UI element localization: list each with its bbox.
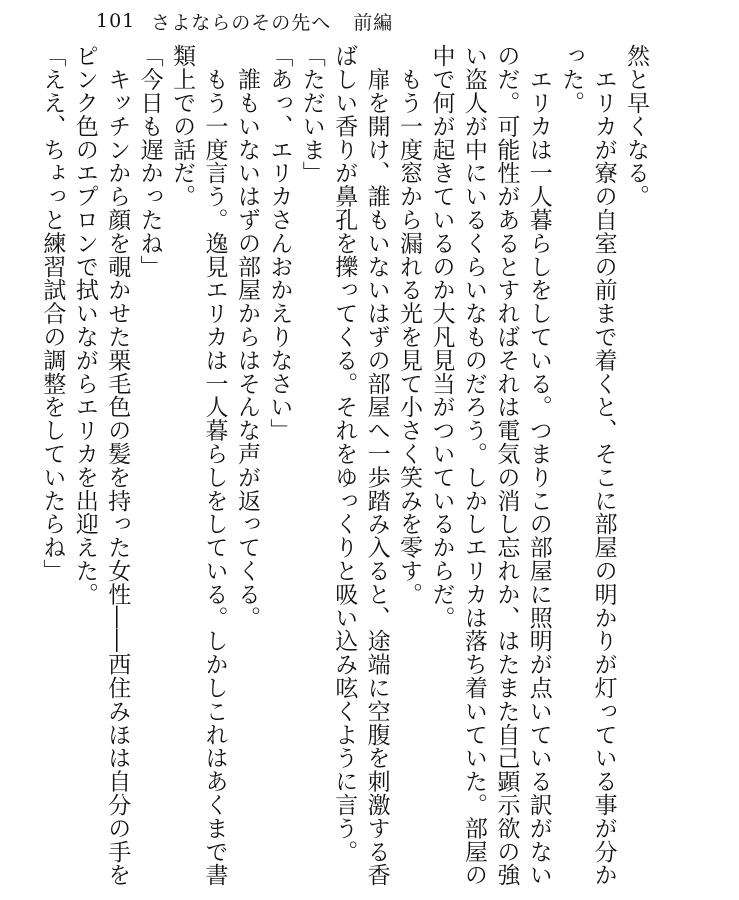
dialogue-line: 「今日も遅かったね」 bbox=[136, 44, 163, 278]
paragraph: 然と早くなる。 bbox=[623, 44, 649, 208]
dialogue-line: 「ええ、ちょっと練習試合の調整をしていたらね」 bbox=[39, 44, 66, 583]
running-header bbox=[96, 4, 393, 38]
paragraph: もう一度言う。逸見エリカは一人暮らしをしている。しかしこれはあくまで書類上での話だ。 bbox=[169, 44, 228, 887]
chapter-part: 前編 bbox=[353, 11, 394, 34]
paragraph: キッチンから顔を覗かせた栗毛色の髪を持った女性――西住みほは自分の手をピンク色のエプロンで拭いながらエリカを出迎えた。 bbox=[71, 44, 131, 887]
paragraph: もう一度窓から漏れる光を見て小さく笑みを零す。 bbox=[396, 44, 423, 606]
page-number: 101 bbox=[96, 10, 136, 32]
paragraph: エリカが寮の自室の前まで着くと、そこに部屋の明かりが灯っている事が分かった。 bbox=[558, 44, 617, 887]
dialogue-line: 「ただいま」 bbox=[298, 44, 325, 185]
dialogue-line: 「あっ、エリカさんおかえりなさい」 bbox=[266, 44, 293, 442]
paragraph: エリカは一人暮らしをしている。つまりこの部屋に照明が点いている訳がないのだ。可能性があるとすればそれは電気の消し忘れか、はたまた自己顕示欲の強い盗人が中にいるくらいなものだろう。しかしエリカは落ち着いていた。部屋の中で何が起きているのか大凡見当がついているからだ。 bbox=[428, 44, 552, 887]
chapter-title: さよならのその先へ bbox=[151, 11, 332, 34]
paragraph: 誰もいないはずの部屋からはそんな声が返ってくる。 bbox=[233, 44, 260, 629]
paragraph: 扉を開け、誰もいないはずの部屋へ一歩踏み入ると、途端に空腹を刺激する香ばしい香りが鼻孔を擽ってくる。それをゆっくりと吸い込み呟くように言う。 bbox=[331, 44, 390, 887]
vertical-body-text bbox=[39, 44, 652, 894]
